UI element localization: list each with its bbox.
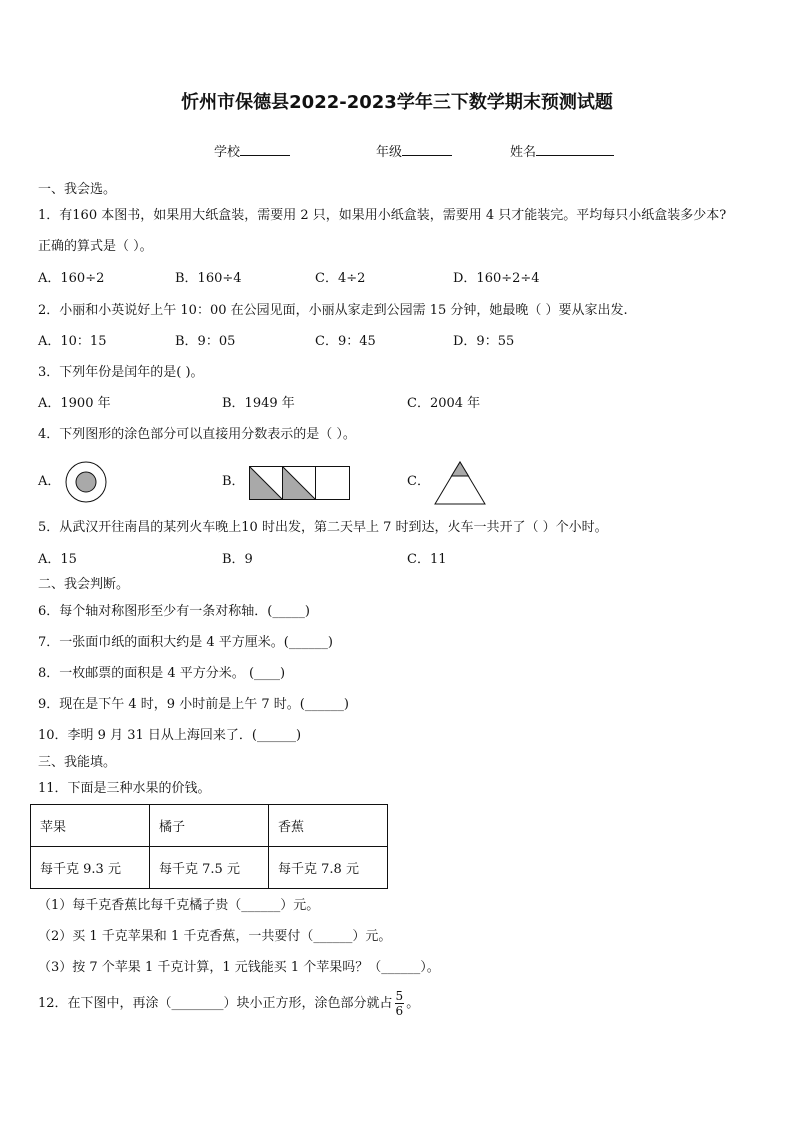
- q1-option-c[interactable]: C．4÷2: [315, 271, 366, 286]
- q2-option-d[interactable]: D．9：55: [453, 334, 515, 349]
- name-label: 姓名: [510, 145, 537, 160]
- table-cell: 每千克 7.8 元: [269, 847, 388, 889]
- name-field: [510, 141, 614, 162]
- judge-question: 8．一枚邮票的面积是 4 平方分米。 (____): [38, 666, 286, 681]
- q4-option-c[interactable]: C．: [407, 474, 430, 489]
- question-5-text: 5．从武汉开往南昌的某列火车晚上10 时出发，第二天早上 7 时到达，火车一共开了（ ）个小时。: [38, 520, 608, 535]
- table-cell: 每千克 7.5 元: [150, 847, 269, 889]
- table-row: [31, 847, 388, 889]
- q1-option-d[interactable]: D．160÷2÷4: [453, 271, 540, 286]
- question-3-text: 3．下列年份是闰年的是( )。: [38, 365, 204, 380]
- school-label: 学校: [214, 145, 241, 160]
- q3-option-c[interactable]: C．2004 年: [407, 396, 481, 411]
- judge-question: 9．现在是下午 4 时，9 小时前是上午 7 时。(______): [38, 697, 349, 712]
- section-heading: 二、我会判断。: [38, 577, 130, 592]
- school-field: [214, 141, 290, 162]
- q5-option-c[interactable]: C．11: [407, 552, 447, 567]
- judge-question: 7．一张面巾纸的面积大约是 4 平方厘米。(______): [38, 635, 333, 650]
- table-header-cell: 香蕉: [269, 805, 388, 847]
- q5-option-a[interactable]: A．15: [38, 552, 77, 567]
- judge-question: 6．每个轴对称图形至少有一条对称轴．(_____): [38, 604, 310, 619]
- section-heading: 三、我能填。: [38, 755, 117, 770]
- q4-option-a[interactable]: A．: [38, 474, 61, 489]
- q5-option-b[interactable]: B．9: [222, 552, 253, 567]
- grade-label: 年级: [376, 145, 403, 160]
- question-2-text: 2．小丽和小英说好上午 10：00 在公园见面，小丽从家走到公园需 15 分钟，她最晚（ ）要从家出发.: [38, 303, 628, 318]
- q1-option-a[interactable]: A．160÷2: [38, 271, 105, 286]
- fraction: [395, 989, 405, 1018]
- name-blank[interactable]: [536, 141, 614, 156]
- question-1-text: 1．有160 本图书，如果用大纸盒装，需要用 2 只，如果用小纸盒装，需要用 4 只才能装完。平均每只小纸盒装多少本?: [38, 208, 727, 223]
- q2-option-c[interactable]: C．9：45: [315, 334, 376, 349]
- fraction-denominator: 6: [395, 1004, 404, 1018]
- school-blank[interactable]: [240, 141, 290, 156]
- question-12-text: 12．在下图中，再涂（________）块小正方形，涂色部分就占: [38, 996, 393, 1011]
- grade-field: [376, 141, 452, 162]
- table-cell: 每千克 9.3 元: [31, 847, 150, 889]
- q11-sub-3: （3）按 7 个苹果 1 千克计算，1 元钱能买 1 个苹果吗？（______）。: [38, 960, 440, 975]
- grade-blank[interactable]: [402, 141, 452, 156]
- section-heading: 一、我会选。: [38, 182, 117, 197]
- q1-option-b[interactable]: B．160÷4: [175, 271, 242, 286]
- fraction-numerator: 5: [395, 989, 404, 1003]
- question-4-text: 4．下列图形的涂色部分可以直接用分数表示的是（ ）。: [38, 427, 356, 442]
- q11-sub-2: （2）买 1 千克苹果和 1 千克香蕉，一共要付（______）元。: [38, 929, 392, 944]
- question-12-tail: 。: [406, 996, 420, 1011]
- judge-question: 10．李明 9 月 31 日从上海回来了．(______): [38, 728, 302, 743]
- q11-sub-1: （1）每千克香蕉比每千克橘子贵（______）元。: [38, 898, 320, 913]
- triangle-figure: [434, 461, 486, 505]
- q2-option-b[interactable]: B．9：05: [175, 334, 236, 349]
- q4-option-b[interactable]: B．: [222, 474, 245, 489]
- table-row: [31, 805, 388, 847]
- q3-option-b[interactable]: B．1949 年: [222, 396, 295, 411]
- question-12: [38, 984, 419, 1024]
- circle-figure: [64, 460, 108, 504]
- q3-option-a[interactable]: A．1900 年: [38, 396, 111, 411]
- squares-figure: [249, 466, 351, 500]
- page-title: 忻州市保德县2022-2023学年三下数学期末预测试题: [181, 92, 613, 113]
- table-header-cell: 橘子: [150, 805, 269, 847]
- question-11-text: 11．下面是三种水果的价钱。: [38, 781, 211, 796]
- question-1-text-cont: 正确的算式是（ ）。: [38, 239, 153, 254]
- table-header-cell: 苹果: [31, 805, 150, 847]
- q2-option-a[interactable]: A．10：15: [38, 334, 107, 349]
- fruit-price-table: [30, 804, 388, 889]
